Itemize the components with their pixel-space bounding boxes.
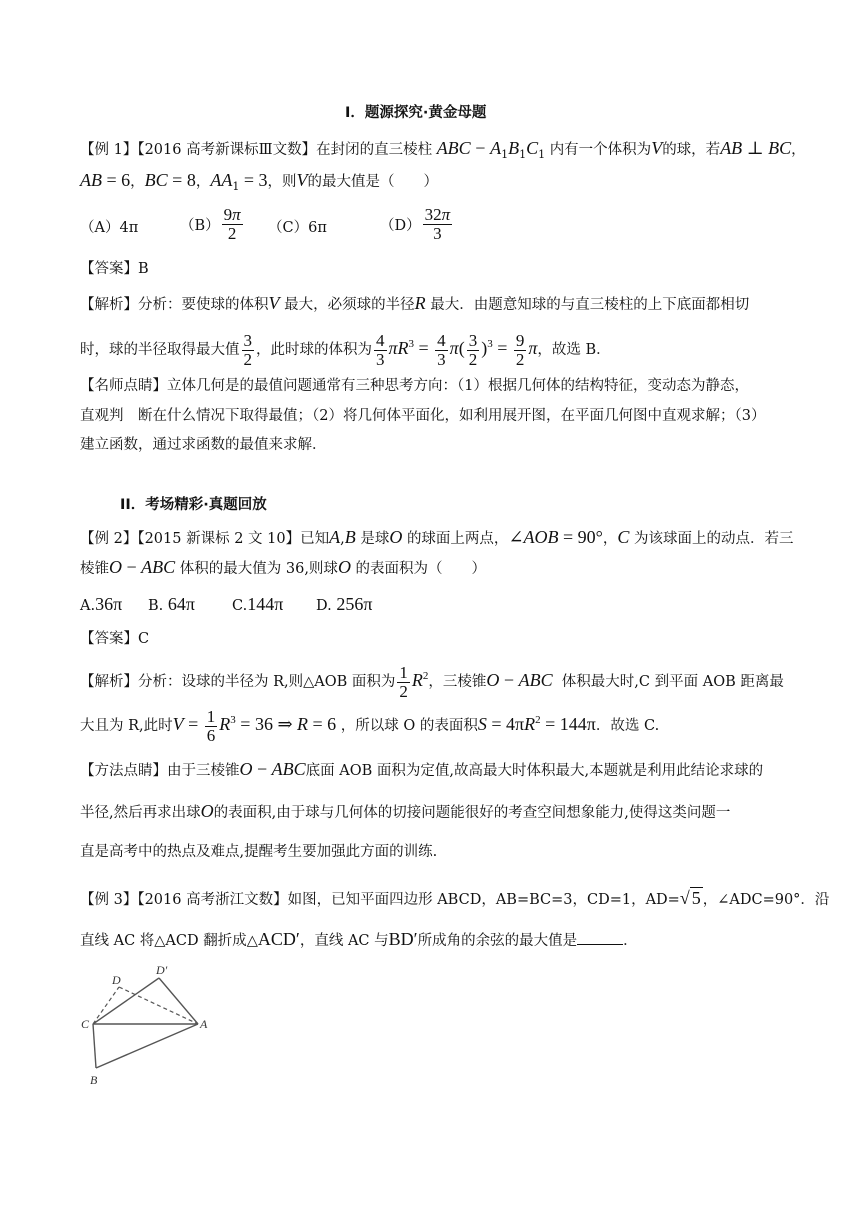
edge-cd-dashed [93, 987, 119, 1024]
geometry-figure [76, 960, 236, 1095]
example-2-line-2: 棱锥O − ABC 体积的最大值为 36,则球O 的表面积为（ ） [80, 557, 487, 577]
example-1-tag: 【例 1】【2016 高考新课标Ⅲ文数】 [80, 142, 317, 158]
option-b: （B） $\frac{9\pi}{2}$ [180, 205, 241, 243]
edge-cb [93, 1024, 96, 1068]
label-c: C [81, 1017, 90, 1031]
example-1-line-2: AB = 6，BC = 8，$AA_1 = 3$，则V的最大值是（ ） [80, 170, 438, 193]
section-2-title: II．考场精彩·真题回放 [120, 497, 267, 513]
edge-cdprime [93, 978, 159, 1024]
option-a: （A）4π [80, 220, 139, 236]
option-d: （D） $\frac{32\pi}{3}$ [380, 205, 451, 243]
answer-2: 【答案】C [80, 631, 150, 647]
analysis-2-line-2: 大且为 R,此时V = $\frac{1}{6}$ $R^3 = 36$ ⇒ R = 6 ，所以球 O 的表面积$S = 4\pi R^2 = 144\pi$．故选 C. [80, 706, 660, 745]
tip-2-line-1: 【方法点睛】由于三棱锥O − ABC底面 AOB 面积为定值,故高最大时体积最大,本题就是利用此结论求球的 [80, 759, 764, 779]
analysis-1-line-2: 时，球的半径取得最大值 $\frac{3}{2}$ ，此时球的体积为 $\frac{4}{3}$ $\pi R^3$ = $\frac{4}{3}$ π( $\frac{3}{2}$ )$^3$ = $\frac{9}{2}$ π，故选 B． [80, 330, 611, 369]
analysis-2-line-1: 【解析】分析：设球的半径为 R,则△AOB 面积为 $\frac{1}{2}$ $R^2$，三棱锥O − ABC 体积最大时,C 到平面 AOB 距离最 [80, 662, 784, 701]
option-c: （C）6π [268, 220, 327, 236]
answer-1: 【答案】B [80, 261, 149, 277]
tip-1-line-2: 直观判 断在什么情况下取得最值；（2）将几何体平面化，如利用展开图，在平面几何图中直观求解；（3） [80, 408, 766, 424]
option-2-d: D. 256π [316, 594, 373, 614]
label-d: D [112, 973, 121, 987]
label-b: B [90, 1073, 98, 1087]
option-2-a: A.36π [80, 594, 123, 614]
tip-2-line-2: 半径,然后再求出球O的表面积,由于球与几何体的切接问题能很好的考查空间想象能力,使得这类问题一 [80, 801, 731, 821]
example-2-line-1: 【例 2】【2015 新课标 2 文 10】已知A,B 是球O 的球面上两点，∠AOB = 90°，C 为该球面上的动点．若三 [80, 527, 794, 547]
tip-2-line-3: 直是高考中的热点及难点,提醒考生要加强此方面的训练. [80, 844, 438, 860]
example-2-tag: 【例 2】【2015 新课标 2 文 10】 [80, 531, 301, 547]
tip-1-line-3: 建立函数，通过求函数的最值来求解． [80, 437, 327, 453]
edge-da-dashed [119, 987, 198, 1024]
option-2-b: B. 64π [148, 594, 195, 614]
tip-1-line-1: 【名师点睛】立体几何是的最值问题通常有三种思考方向：（1）根据几何体的结构特征，变动态为静态， [80, 378, 749, 394]
option-2-c: C.144π [232, 594, 284, 614]
edge-ba [96, 1024, 198, 1068]
label-a: A [200, 1017, 208, 1031]
answer-blank[interactable] [577, 930, 623, 945]
analysis-1-line-1: 【解析】分析：要使球的体积V 最大，必须球的半径R 最大．由题意知球的与直三棱柱的上下底面都相切 [80, 293, 750, 313]
example-3-line-1: 【例 3】【2016 高考浙江文数】如图，已知平面四边形 ABCD，AB=BC=3，CD=1，AD=√ 5 ，∠ADC=90°．沿 [80, 888, 830, 908]
example-3-line-2: 直线 AC 将△ACD 翻折成△ACD′，直线 AC 与BD′所成角的余弦的最大值是 ． [80, 929, 638, 949]
example-1-line-1: 【例 1】【2016 高考新课标Ⅲ文数】在封闭的直三棱柱 ABC − $A_1B_1C_1$ 内有一个体积为V的球，若AB ⊥ BC， [80, 138, 806, 161]
section-1-title: I．题源探究·黄金母题 [345, 105, 487, 121]
label-dprime: D′ [156, 963, 168, 977]
edge-dprime-a [159, 978, 198, 1024]
